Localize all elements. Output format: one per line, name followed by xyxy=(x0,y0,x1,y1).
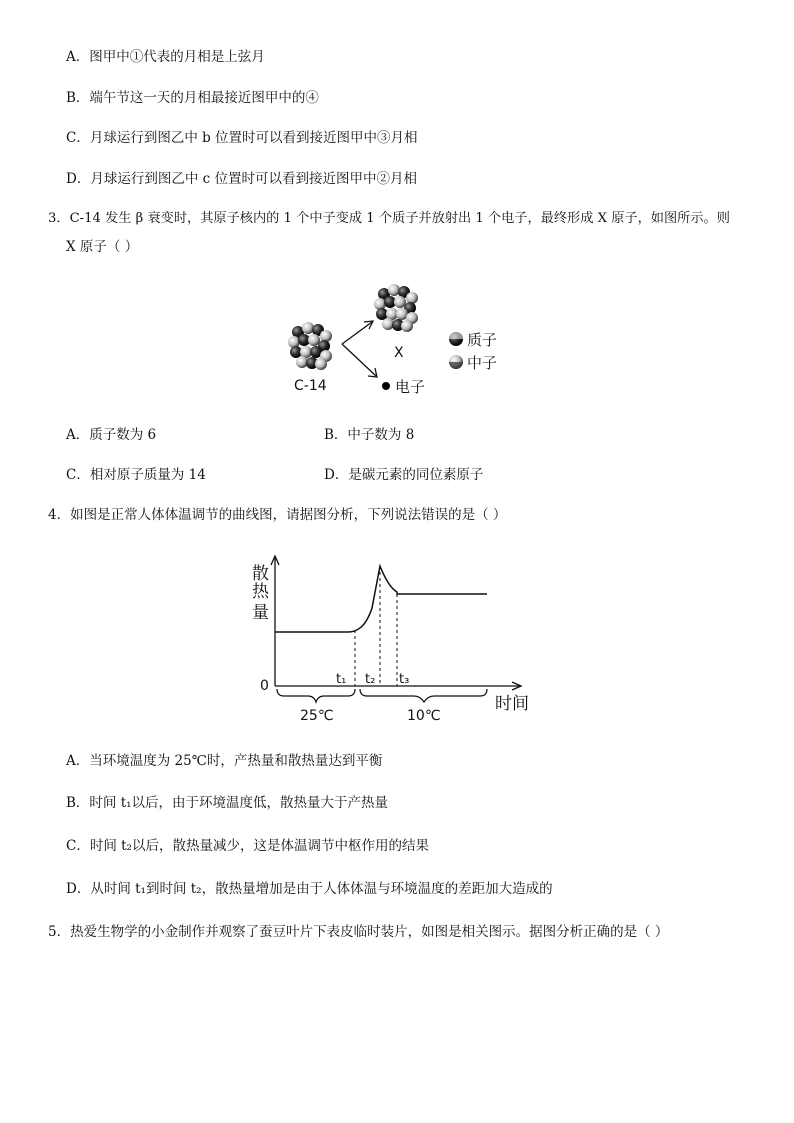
q4-option-b: B．时间 t₁以后，由于环境温度低，散热量大于产热量 xyxy=(66,795,389,811)
x-label: X xyxy=(394,345,404,361)
x-axis-label: 时间 xyxy=(495,694,529,714)
axes xyxy=(271,556,521,690)
temp-10-label: 10℃ xyxy=(407,708,441,724)
temp-25-label: 25℃ xyxy=(300,708,334,724)
q3-option-a: A．质子数为 6 xyxy=(66,427,157,443)
q4-option-a: A．当环境温度为 25℃时，产热量和散热量达到平衡 xyxy=(66,753,383,769)
q2-option-d: D．月球运行到图乙中 c 位置时可以看到接近图甲中②月相 xyxy=(66,171,417,187)
q4-stem: 4．如图是正常人体体温调节的曲线图，请据图分析，下列说法错误的是（ ） xyxy=(48,507,507,523)
y-label-3: 量 xyxy=(252,603,269,623)
q2-option-c: C．月球运行到图乙中 b 位置时可以看到接近图甲中③月相 xyxy=(66,130,418,146)
q3-option-c: C．相对原子质量为 14 xyxy=(66,467,206,483)
q4-option-c: C．时间 t₂以后，散热量减少，这是体温调节中枢作用的结果 xyxy=(66,838,429,854)
brace-10c xyxy=(360,689,487,702)
electron-dot xyxy=(382,382,390,390)
decay-arrows xyxy=(342,321,377,377)
svg-text:中子: 中子 xyxy=(467,354,498,372)
y-label-2: 热 xyxy=(252,582,269,602)
t2-label: t₂ xyxy=(365,672,376,687)
q3-option-b: B．中子数为 8 xyxy=(324,427,415,443)
q5-stem: 5．热爱生物学的小金制作并观察了蚕豆叶片下表皮临时装片，如图是相关图示。据图分析正确的是（ ） xyxy=(48,924,669,940)
q3-stem-line2: X 原子（ ） xyxy=(66,239,139,255)
heat-dissipation-chart xyxy=(244,552,554,730)
q2-option-b: B．端午节这一天的月相最接近图甲中的④ xyxy=(66,90,319,106)
q4-option-d: D．从时间 t₁到时间 t₂，散热量增加是由于人体体温与环境温度的差距加大造成的 xyxy=(66,881,553,897)
legend-proton xyxy=(449,331,497,349)
origin-label: 0 xyxy=(260,678,269,694)
heat-curve xyxy=(275,566,487,632)
c14-label: C-14 xyxy=(294,378,327,394)
electron-label: 电子 xyxy=(395,378,426,396)
legend-neutron xyxy=(449,354,497,372)
c14-decay-figure xyxy=(280,280,520,405)
c14-nucleus xyxy=(288,322,332,370)
svg-text:质子: 质子 xyxy=(467,331,498,349)
t3-label: t₃ xyxy=(399,672,410,687)
y-label-1: 散 xyxy=(252,564,269,584)
q2-option-a: A．图甲中①代表的月相是上弦月 xyxy=(66,49,265,65)
t1-label: t₁ xyxy=(336,672,347,687)
q3-stem-line1: 3．C-14 发生 β 衰变时，其原子核内的 1 个中子变成 1 个质子并放射出 1 个电子，最终形成 X 原子，如图所示。则 xyxy=(48,211,730,226)
brace-25c xyxy=(277,689,355,702)
q3-option-d: D．是碳元素的同位素原子 xyxy=(324,467,484,483)
x-nucleus xyxy=(374,284,418,332)
